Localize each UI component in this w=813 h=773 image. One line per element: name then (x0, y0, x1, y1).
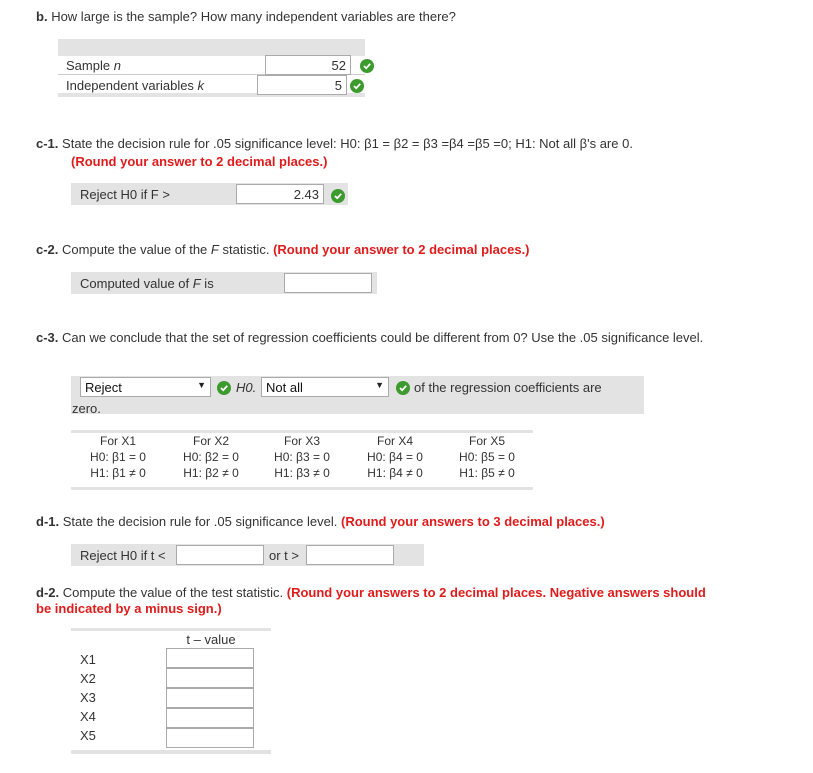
reject-t-lower-label: Reject H0 if t < (80, 548, 166, 563)
hypothesis-x5: For X5 H0: β5 = 0 H1: β5 ≠ 0 (459, 434, 515, 480)
d2-table-top-bar (71, 628, 271, 631)
coefficients-select[interactable]: Not all ▼ (261, 377, 389, 397)
t-value-header: t – value (186, 632, 236, 647)
row-label-x2: X2 (80, 671, 96, 686)
part-b-question (36, 9, 456, 24)
conclusion-tail: of the regression coefficients are (414, 380, 602, 395)
part-c2-question: c-2. Compute the value of the F statistic. (Round your answer to 2 decimal places.) (36, 242, 530, 257)
sample-n-label: Sample n (66, 58, 121, 73)
t-value-x1-input[interactable] (166, 648, 254, 668)
t-value-x5-input[interactable] (166, 728, 254, 748)
independent-variables-label: Independent variables k (66, 78, 205, 93)
t-value-x2-input[interactable] (166, 668, 254, 688)
part-c3-label: c-3. (36, 330, 59, 345)
check-icon (396, 381, 410, 395)
part-d1-instruction: (Round your answers to 3 decimal places.) (340, 514, 605, 529)
computed-f-label: Computed value of F is (80, 276, 214, 291)
row-label-x4: X4 (80, 709, 96, 724)
independent-variables-input[interactable]: 5 (257, 75, 347, 95)
dropdown-arrow-icon: ▼ (197, 380, 206, 390)
t-upper-input[interactable] (306, 545, 394, 565)
t-value-x4-input[interactable] (166, 708, 254, 728)
hypothesis-x3: For X3 H0: β3 = 0 H1: β3 ≠ 0 (274, 434, 330, 480)
t-lower-input[interactable] (176, 545, 264, 565)
reject-f-label: Reject H0 if F > (80, 187, 170, 202)
t-value-x3-input[interactable] (166, 688, 254, 708)
part-c1-instruction: (Round your answer to 2 decimal places.) (71, 154, 328, 169)
sample-n-input[interactable]: 52 (265, 55, 351, 75)
part-b-header-bar (58, 39, 365, 56)
dropdown-arrow-icon: ▼ (375, 380, 384, 390)
row-label-x1: X1 (80, 652, 96, 667)
check-icon (350, 79, 364, 93)
hypothesis-x4: For X4 H0: β4 = 0 H1: β4 ≠ 0 (367, 434, 423, 480)
part-c1-hypothesis: H0: β1 = β2 = β3 =β4 =β5 =0; H1: Not all β's are 0. (340, 136, 633, 151)
part-d2-instruction: (Round your answers to 2 decimal places. Negative answers should be indicated by a minus sign.) (36, 585, 706, 616)
row-label-x5: X5 (80, 728, 96, 743)
part-d1-question: d-1. State the decision rule for .05 significance level. (Round your answers to 3 decimal places.) (36, 514, 605, 529)
d2-table-bottom-bar (71, 750, 271, 754)
part-c2-label: c-2. (36, 242, 59, 257)
decision-select[interactable]: Reject ▼ (80, 377, 211, 397)
check-icon (331, 189, 345, 203)
part-d2-question: d-2. Compute the value of the test statistic. (Round your answers to 2 decimal places. Negative answers should be indicated by a minus sign.) (36, 585, 706, 616)
reject-t-upper-label: or t > (269, 548, 299, 563)
h0-label: H0. (236, 380, 257, 395)
part-c1-question: c-1. State the decision rule for .05 significance level: H0: β1 = β2 = β3 =β4 =β5 =0; H1: Not all β's are 0. (36, 136, 633, 151)
part-b-text: How large is the sample? How many independent variables are there? (51, 9, 456, 24)
part-c3-question: c-3. Can we conclude that the set of regression coefficients could be different from 0? Use the .05 significance level. (36, 330, 704, 345)
f-critical-input[interactable]: 2.43 (236, 184, 324, 204)
part-d1-label: d-1. (36, 514, 60, 529)
computed-f-input[interactable] (284, 273, 372, 293)
part-b-label: b. (36, 9, 48, 24)
part-d2-label: d-2. (36, 585, 60, 600)
part-c1-label: c-1. (36, 136, 59, 151)
check-icon (360, 59, 374, 73)
hypothesis-x1: For X1 H0: β1 = 0 H1: β1 ≠ 0 (90, 434, 146, 480)
check-icon (217, 381, 231, 395)
row-label-x3: X3 (80, 690, 96, 705)
part-c2-instruction: (Round your answer to 2 decimal places.) (273, 242, 530, 257)
conclusion-tail-2: zero. (72, 401, 101, 416)
hypothesis-x2: For X2 H0: β2 = 0 H1: β2 ≠ 0 (183, 434, 239, 480)
